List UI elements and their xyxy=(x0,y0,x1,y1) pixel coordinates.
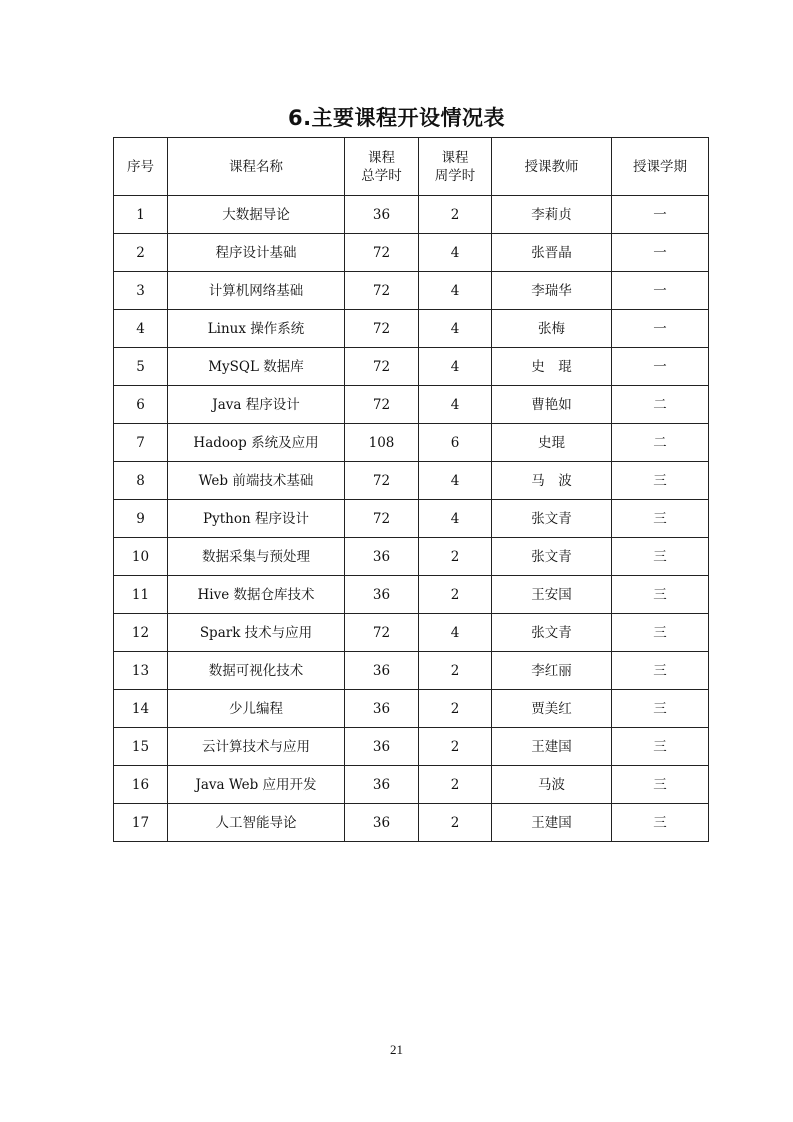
cell-teacher: 曹艳如 xyxy=(492,386,612,424)
cell-term: 三 xyxy=(612,690,709,728)
table-row xyxy=(114,500,709,538)
table-row xyxy=(114,196,709,234)
cell-course-name: Linux 操作系统 xyxy=(168,310,345,348)
table-row xyxy=(114,728,709,766)
cell-index: 12 xyxy=(114,614,168,652)
cell-course-name: Python 程序设计 xyxy=(168,500,345,538)
table-row xyxy=(114,576,709,614)
cell-total-hours: 108 xyxy=(345,424,419,462)
cell-index: 8 xyxy=(114,462,168,500)
cell-weekly-hours: 4 xyxy=(419,386,492,424)
cell-total-hours: 36 xyxy=(345,728,419,766)
cell-term: 二 xyxy=(612,424,709,462)
cell-term: 三 xyxy=(612,538,709,576)
cell-course-name: 云计算技术与应用 xyxy=(168,728,345,766)
table-row xyxy=(114,462,709,500)
header-weekly-hours-line1: 课程 xyxy=(441,149,469,166)
cell-index: 14 xyxy=(114,690,168,728)
cell-teacher: 张梅 xyxy=(492,310,612,348)
header-index: 序号 xyxy=(114,138,168,196)
cell-teacher: 史 琨 xyxy=(492,348,612,386)
cell-weekly-hours: 4 xyxy=(419,462,492,500)
cell-weekly-hours: 4 xyxy=(419,500,492,538)
cell-total-hours: 72 xyxy=(345,234,419,272)
cell-teacher: 贾美红 xyxy=(492,690,612,728)
cell-weekly-hours: 6 xyxy=(419,424,492,462)
cell-total-hours: 72 xyxy=(345,348,419,386)
cell-course-name: Hive 数据仓库技术 xyxy=(168,576,345,614)
page-title: 6.主要课程开设情况表 xyxy=(287,106,506,130)
cell-total-hours: 36 xyxy=(345,196,419,234)
table-row xyxy=(114,538,709,576)
cell-total-hours: 72 xyxy=(345,500,419,538)
cell-term: 三 xyxy=(612,652,709,690)
cell-course-name: MySQL 数据库 xyxy=(168,348,345,386)
cell-weekly-hours: 2 xyxy=(419,728,492,766)
table-row xyxy=(114,804,709,842)
cell-course-name: 大数据导论 xyxy=(168,196,345,234)
cell-weekly-hours: 2 xyxy=(419,538,492,576)
cell-total-hours: 36 xyxy=(345,538,419,576)
cell-index: 16 xyxy=(114,766,168,804)
cell-weekly-hours: 2 xyxy=(419,690,492,728)
page-number: 21 xyxy=(390,1042,403,1057)
header-term: 授课学期 xyxy=(612,138,709,196)
header-row xyxy=(114,138,709,196)
cell-index: 11 xyxy=(114,576,168,614)
cell-course-name: 人工智能导论 xyxy=(168,804,345,842)
cell-course-name: Web 前端技术基础 xyxy=(168,462,345,500)
cell-teacher: 马 波 xyxy=(492,462,612,500)
cell-total-hours: 72 xyxy=(345,386,419,424)
cell-course-name: Spark 技术与应用 xyxy=(168,614,345,652)
cell-total-hours: 72 xyxy=(345,614,419,652)
cell-index: 3 xyxy=(114,272,168,310)
header-teacher: 授课教师 xyxy=(492,138,612,196)
header-course-name: 课程名称 xyxy=(168,138,345,196)
cell-teacher: 王安国 xyxy=(492,576,612,614)
cell-total-hours: 36 xyxy=(345,766,419,804)
cell-weekly-hours: 4 xyxy=(419,272,492,310)
cell-term: 一 xyxy=(612,272,709,310)
cell-weekly-hours: 2 xyxy=(419,766,492,804)
cell-course-name: 少儿编程 xyxy=(168,690,345,728)
cell-index: 2 xyxy=(114,234,168,272)
header-total-hours-line1: 课程 xyxy=(368,149,395,166)
cell-teacher: 史琨 xyxy=(492,424,612,462)
table-body xyxy=(114,196,709,842)
cell-term: 一 xyxy=(612,234,709,272)
header-weekly-hours xyxy=(419,138,492,196)
cell-index: 15 xyxy=(114,728,168,766)
cell-weekly-hours: 4 xyxy=(419,614,492,652)
cell-term: 三 xyxy=(612,804,709,842)
table-row xyxy=(114,614,709,652)
cell-course-name: Java 程序设计 xyxy=(168,386,345,424)
table-row xyxy=(114,386,709,424)
cell-index: 7 xyxy=(114,424,168,462)
cell-teacher: 马波 xyxy=(492,766,612,804)
cell-term: 一 xyxy=(612,310,709,348)
cell-weekly-hours: 2 xyxy=(419,804,492,842)
table-row xyxy=(114,424,709,462)
table-row xyxy=(114,652,709,690)
cell-term: 三 xyxy=(612,614,709,652)
cell-teacher: 王建国 xyxy=(492,728,612,766)
cell-term: 三 xyxy=(612,500,709,538)
cell-total-hours: 36 xyxy=(345,690,419,728)
cell-weekly-hours: 4 xyxy=(419,310,492,348)
cell-term: 三 xyxy=(612,576,709,614)
cell-term: 三 xyxy=(612,766,709,804)
table-row xyxy=(114,310,709,348)
course-table xyxy=(113,137,709,842)
cell-teacher: 李红丽 xyxy=(492,652,612,690)
cell-course-name: 计算机网络基础 xyxy=(168,272,345,310)
cell-teacher: 王建国 xyxy=(492,804,612,842)
cell-teacher: 张文青 xyxy=(492,538,612,576)
cell-index: 17 xyxy=(114,804,168,842)
cell-term: 三 xyxy=(612,462,709,500)
cell-weekly-hours: 2 xyxy=(419,196,492,234)
table-row xyxy=(114,272,709,310)
cell-course-name: 数据可视化技术 xyxy=(168,652,345,690)
cell-index: 4 xyxy=(114,310,168,348)
table-header xyxy=(114,138,709,196)
table-row xyxy=(114,348,709,386)
cell-term: 三 xyxy=(612,728,709,766)
table-row xyxy=(114,766,709,804)
cell-total-hours: 36 xyxy=(345,804,419,842)
cell-weekly-hours: 2 xyxy=(419,652,492,690)
cell-term: 一 xyxy=(612,348,709,386)
cell-weekly-hours: 2 xyxy=(419,576,492,614)
cell-index: 13 xyxy=(114,652,168,690)
cell-total-hours: 36 xyxy=(345,576,419,614)
cell-course-name: Java Web 应用开发 xyxy=(168,766,345,804)
cell-index: 6 xyxy=(114,386,168,424)
table-row xyxy=(114,690,709,728)
cell-term: 一 xyxy=(612,196,709,234)
cell-course-name: 程序设计基础 xyxy=(168,234,345,272)
cell-teacher: 张晋晶 xyxy=(492,234,612,272)
cell-course-name: Hadoop 系统及应用 xyxy=(168,424,345,462)
cell-course-name: 数据采集与预处理 xyxy=(168,538,345,576)
cell-teacher: 李莉贞 xyxy=(492,196,612,234)
cell-term: 二 xyxy=(612,386,709,424)
header-weekly-hours-line2: 周学时 xyxy=(434,167,476,184)
header-total-hours xyxy=(345,138,419,196)
cell-weekly-hours: 4 xyxy=(419,348,492,386)
table-row xyxy=(114,234,709,272)
cell-total-hours: 72 xyxy=(345,310,419,348)
cell-index: 1 xyxy=(114,196,168,234)
cell-index: 5 xyxy=(114,348,168,386)
cell-weekly-hours: 4 xyxy=(419,234,492,272)
cell-total-hours: 72 xyxy=(345,272,419,310)
cell-total-hours: 36 xyxy=(345,652,419,690)
header-total-hours-line2: 总学时 xyxy=(361,167,402,184)
cell-teacher: 张文青 xyxy=(492,614,612,652)
cell-index: 10 xyxy=(114,538,168,576)
cell-index: 9 xyxy=(114,500,168,538)
cell-teacher: 李瑞华 xyxy=(492,272,612,310)
cell-total-hours: 72 xyxy=(345,462,419,500)
cell-teacher: 张文青 xyxy=(492,500,612,538)
